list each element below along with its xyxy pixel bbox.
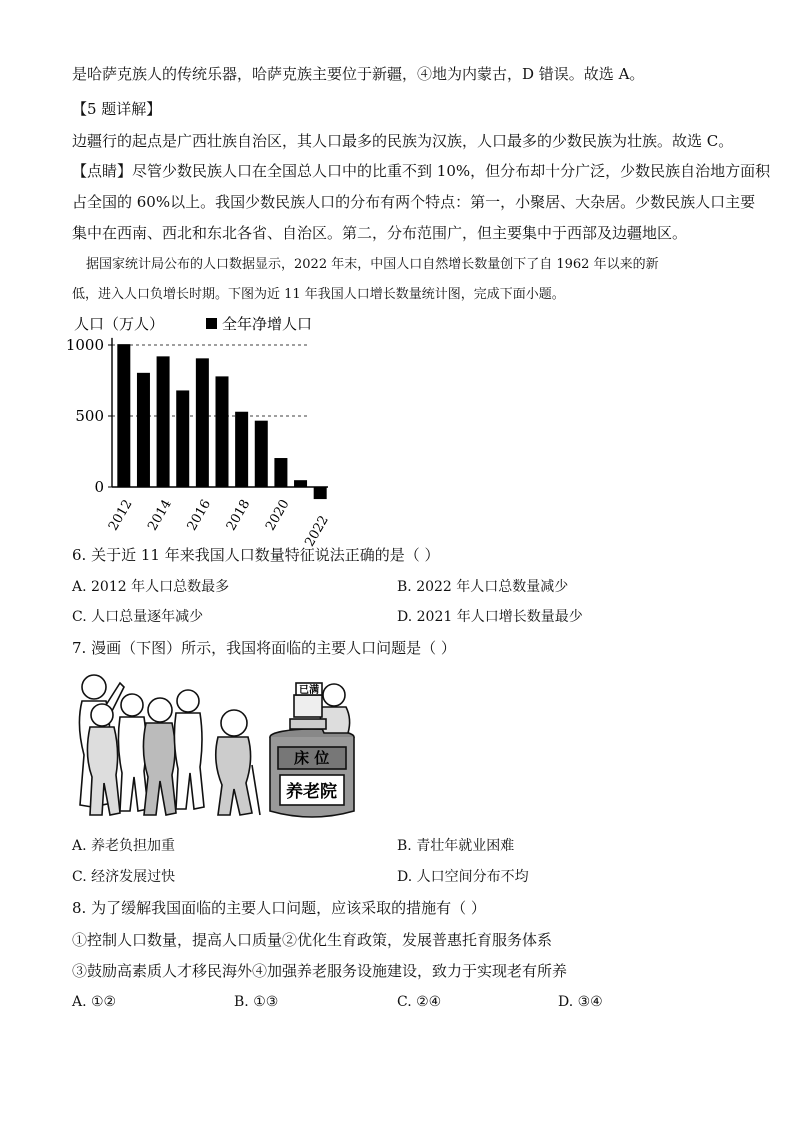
legend-swatch [206, 318, 217, 329]
beds-sign-text: 床 位 [294, 749, 330, 767]
q7-stem: 7. 漫画（下图）所示，我国将面临的主要人口问题是（ ） [72, 639, 456, 657]
q6-option-d[interactable]: D. 2021 年人口增长数量最少 [397, 609, 583, 625]
y-axis-label: 人口（万人） [74, 315, 165, 333]
q8-statement-2: ③鼓励高素质人才移民海外④加强养老服务设施建设，致力于实现老有所养 [72, 962, 568, 980]
x-tick-label: 2016 [184, 497, 215, 534]
x-tick-label: 2014 [145, 497, 175, 534]
text-line-4: 【点睛】尽管少数民族人口在全国总人口中的比重不到 10%，但分布却十分广泛，少数民族自治地方面积 [72, 162, 771, 180]
text-line-6: 集中在西南、西北和东北各省、自治区。第二，分布范围广，但主要集中于西部及边疆地区。 [72, 224, 688, 242]
text-line-1: 是哈萨克族人的传统乐器，哈萨克族主要位于新疆，④地为内蒙古，D 错误。故选 A。 [72, 65, 645, 83]
nursing-home-sign-text: 养老院 [286, 782, 337, 802]
elderly-person-2 [87, 704, 120, 815]
q6-stem: 6. 关于近 11 年来我国人口数量特征说法正确的是（ ） [72, 546, 440, 564]
bar-2020 [274, 458, 287, 487]
elderly-care-cartoon [72, 665, 362, 825]
full-sign-text: 已满 [299, 685, 319, 696]
q7-option-a[interactable]: A. 养老负担加重 [72, 838, 176, 854]
computer [290, 695, 326, 729]
bar-2022 [314, 487, 327, 499]
intro-line-1: 据国家统计局公布的人口数据显示，2022 年末，中国人口自然增长数量创下了自 1962 年以来的新 [86, 257, 659, 272]
elderly-person-6 [216, 710, 260, 815]
text-line-3: 边疆行的起点是广西壮族自治区，其人口最多的民族为汉族，人口最多的少数民族为壮族。故选 C。 [72, 132, 734, 150]
q7-option-b[interactable]: B. 青壮年就业困难 [397, 838, 515, 854]
x-tick-label: 2022 [302, 513, 332, 550]
legend-label: 全年净增人口 [222, 315, 313, 333]
section-heading-5: 【5 题详解】 [72, 100, 162, 118]
q8-option-b[interactable]: B. ①③ [234, 994, 279, 1010]
x-tick-label: 2020 [263, 497, 293, 534]
elderly-person-4 [143, 698, 176, 815]
elderly-person-5 [174, 690, 204, 809]
q6-option-a[interactable]: A. 2012 年人口总数最多 [72, 579, 230, 595]
bar-2013 [137, 373, 150, 487]
q8-option-d[interactable]: D. ③④ [558, 994, 603, 1010]
q6-option-b[interactable]: B. 2022 年人口总数量减少 [397, 579, 569, 595]
bar-2021 [294, 480, 307, 487]
q8-option-a[interactable]: A. ①② [72, 994, 117, 1010]
bar-2015 [176, 390, 189, 487]
bar-2018 [235, 412, 248, 487]
bar-2014 [157, 356, 170, 487]
y-tick-label: 1000 [65, 336, 104, 354]
bar-2019 [255, 421, 268, 487]
q8-statement-1: ①控制人口数量，提高人口质量②优化生育政策，发展普惠托育服务体系 [72, 931, 553, 949]
x-tick-label: 2012 [106, 497, 136, 534]
q6-option-c[interactable]: C. 人口总量逐年减少 [72, 609, 204, 625]
q8-option-c[interactable]: C. ②④ [397, 994, 442, 1010]
text-line-5: 占全国的 60%以上。我国少数民族人口的分布有两个特点：第一，小聚居、大杂居。少数民族人口主要 [72, 193, 756, 211]
q8-stem: 8. 为了缓解我国面临的主要人口问题，应该采取的措施有（ ） [72, 899, 486, 917]
x-tick-label: 2018 [223, 497, 254, 534]
bar-2017 [216, 376, 229, 487]
y-tick-label: 0 [94, 478, 104, 496]
y-tick-label: 500 [75, 407, 104, 425]
intro-line-2: 低，进入人口负增长时期。下图为近 11 年我国人口增长数量统计图，完成下面小题。 [72, 287, 565, 302]
q7-option-d[interactable]: D. 人口空间分布不均 [397, 869, 529, 885]
bar-2016 [196, 358, 209, 487]
q7-option-c[interactable]: C. 经济发展过快 [72, 869, 176, 885]
bar-2012 [117, 344, 130, 487]
nursing-home-desk [270, 729, 354, 817]
population-growth-chart [65, 312, 370, 550]
